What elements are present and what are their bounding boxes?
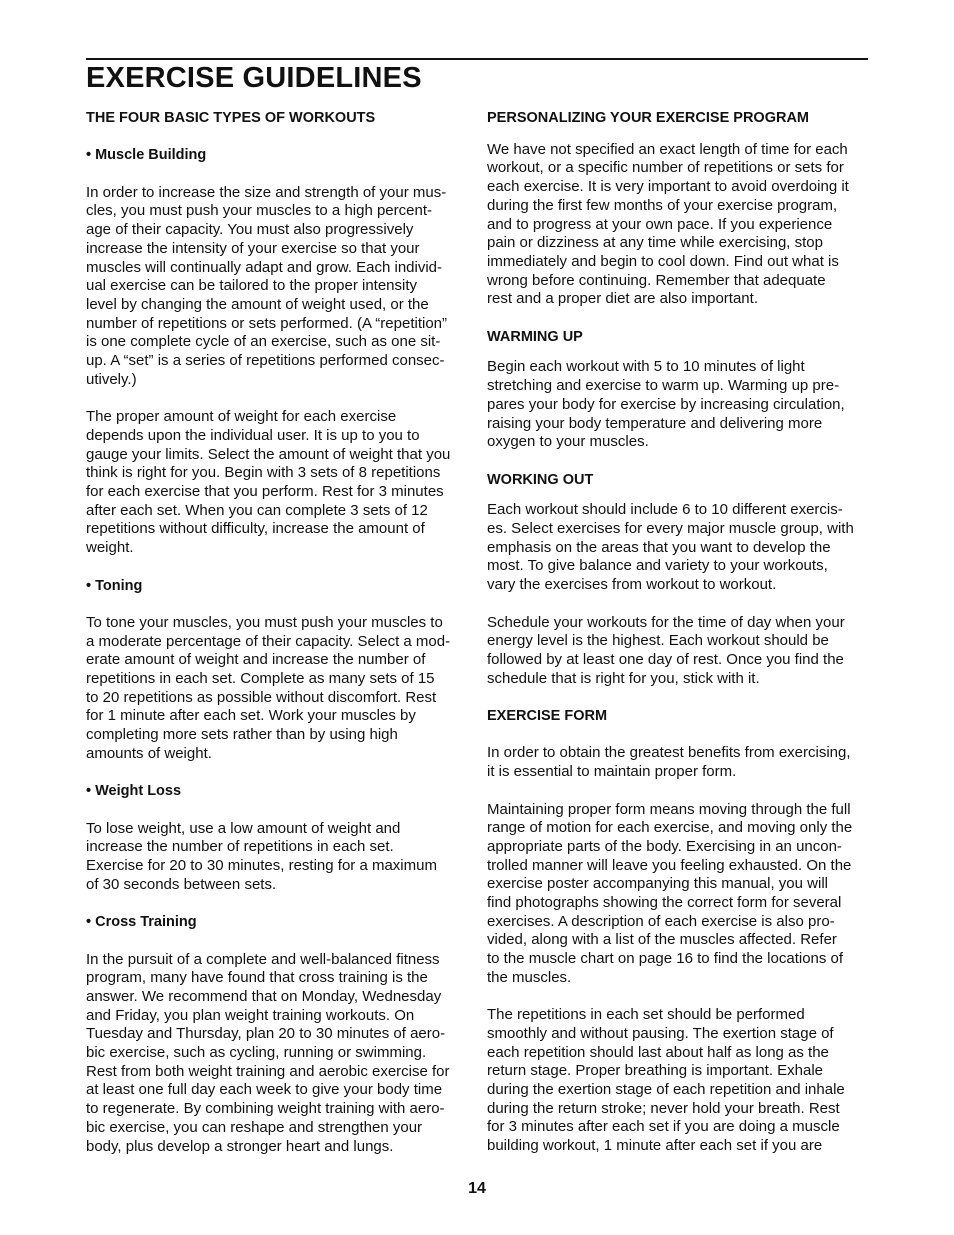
paragraph-toning: To tone your muscles, you must push your muscles to a moderate percentage of their capacity. Select a mod- erate amount of weight and increase the number of repetitions in each set. Complete as many sets of 15 to 20 repetitions as possible without discomfort. Rest for 1 minute after each set. Work your muscles by completing more sets rather than by using high amounts of weight. (86, 613, 451, 762)
section-heading-personalizing: PERSONALIZING YOUR EXERCISE PROGRAM (487, 110, 809, 126)
left-column (86, 109, 470, 1175)
subheading-cross-training: • Cross Training (86, 914, 197, 931)
paragraph-working-out-2: Schedule your workouts for the time of day when your energy level is the highest. Each workout should be followed by at least one day of rest. Once you find the schedule that is right for you, stick with it. (487, 613, 845, 687)
paragraph-warming-up: Begin each workout with 5 to 10 minutes of light stretching and exercise to warm up. Warming up pre- pares your body for exercise by increasing circulation, raising your body temperature and delivering more oxygen to your muscles. (487, 358, 845, 451)
page-title: EXERCISE GUIDELINES (86, 62, 422, 94)
subheading-weight-loss: • Weight Loss (86, 783, 182, 800)
section-heading-exercise-form: EXERCISE FORM (487, 708, 608, 725)
paragraph-working-out-1: Each workout should include 6 to 10 different exercis- es. Select exercises for every major muscle group, with emphasis on the areas that you want to develop the most. To give balance and variety to your workouts, vary the exercises from workout to workout. (487, 501, 854, 594)
paragraph-exercise-form-2: Maintaining proper form means moving through the full range of motion for each exercise, and moving only the appropriate parts of the body. Exercising in an uncon- trolled manner will leave you feeling exhausted. On the exercise poster accompanying this manual, you will find photographs showing the correct form for several exercises. A description of each exercise is also pro- vided, along with a list of the muscles affected. Refer to the muscle chart on page 16 to find the locations of the muscles. (487, 800, 853, 986)
subheading-muscle-building: • Muscle Building (86, 147, 207, 164)
subheading-toning: • Toning (86, 577, 143, 594)
right-column (487, 109, 871, 1175)
section-heading-workout-types: THE FOUR BASIC TYPES OF WORKOUTS (86, 110, 376, 126)
paragraph-exercise-form-1: In order to obtain the greatest benefits from exercising, it is essential to maintain proper form. (487, 744, 851, 781)
paragraph-muscle-building-1: In order to increase the size and strength of your mus- cles, you must push your muscles to a high percent- age of their capacity. You must also progressively increase the intensity of your exercise so that your muscles will continually adapt and grow. Each individ- ual exercise can be tailored to the proper intensity level by changing the amount of weight used, or the number of repetitions or sets performed. (A “repetition” is one complete cycle of an exercise, such as one sit- up. A “set” is a series of repetitions performed consec- utively.) (86, 183, 447, 388)
paragraph-muscle-building-2: The proper amount of weight for each exercise depends upon the individual user. It is up to you to gauge your limits. Select the amount of weight that you think is right for you. Begin with 3 sets of 8 repetitions for each exercise that you perform. Rest for 3 minutes after each set. When you can complete 3 sets of 12 repetitions without difficulty, increase the amount of weight. (86, 408, 451, 557)
page-number: 14 (468, 1180, 486, 1197)
section-heading-warming-up: WARMING UP (487, 328, 583, 345)
paragraph-weight-loss: To lose weight, use a low amount of weight and increase the number of repetitions in each set. Exercise for 20 to 30 minutes, resting for a maximum of 30 seconds between sets. (86, 819, 437, 893)
paragraph-cross-training: In the pursuit of a complete and well-balanced fitness program, many have found that cross training is the answer. We recommend that on Monday, Wednesday and Friday, you plan weight training workouts. On Tuesday and Thursday, plan 20 to 30 minutes of aero- bic exercise, such as cycling, running or swimming. Rest from both weight training and aerobic exercise for at least one full day each week to give your body time to regenerate. By combining weight training with aero- bic exercise, you can reshape and strengthen your body, plus develop a stronger heart and lungs. (86, 950, 450, 1155)
paragraph-exercise-form-3: The repetitions in each set should be performed smoothly and without pausing. The exertion stage of each repetition should last about half as long as the return stage. Proper breathing is important. Exhale during the exertion stage of each repetition and inhale during the return stroke; never hold your breath. Rest for 3 minutes after each set if you are doing a muscle building workout, 1 minute after each set if you are (487, 1006, 845, 1155)
paragraph-personalizing: We have not specified an exact length of time for each workout, or a specific number of repetitions or sets for each exercise. It is very important to avoid overdoing it during the first few months of your exercise program, and to progress at your own pace. If you experience pain or dizziness at any time while exercising, stop immediately and begin to cool down. Find out what is wrong before continuing. Remember that adequate rest and a proper diet are also important. (487, 140, 849, 308)
title-rule (86, 58, 868, 60)
section-heading-working-out: WORKING OUT (487, 471, 594, 488)
